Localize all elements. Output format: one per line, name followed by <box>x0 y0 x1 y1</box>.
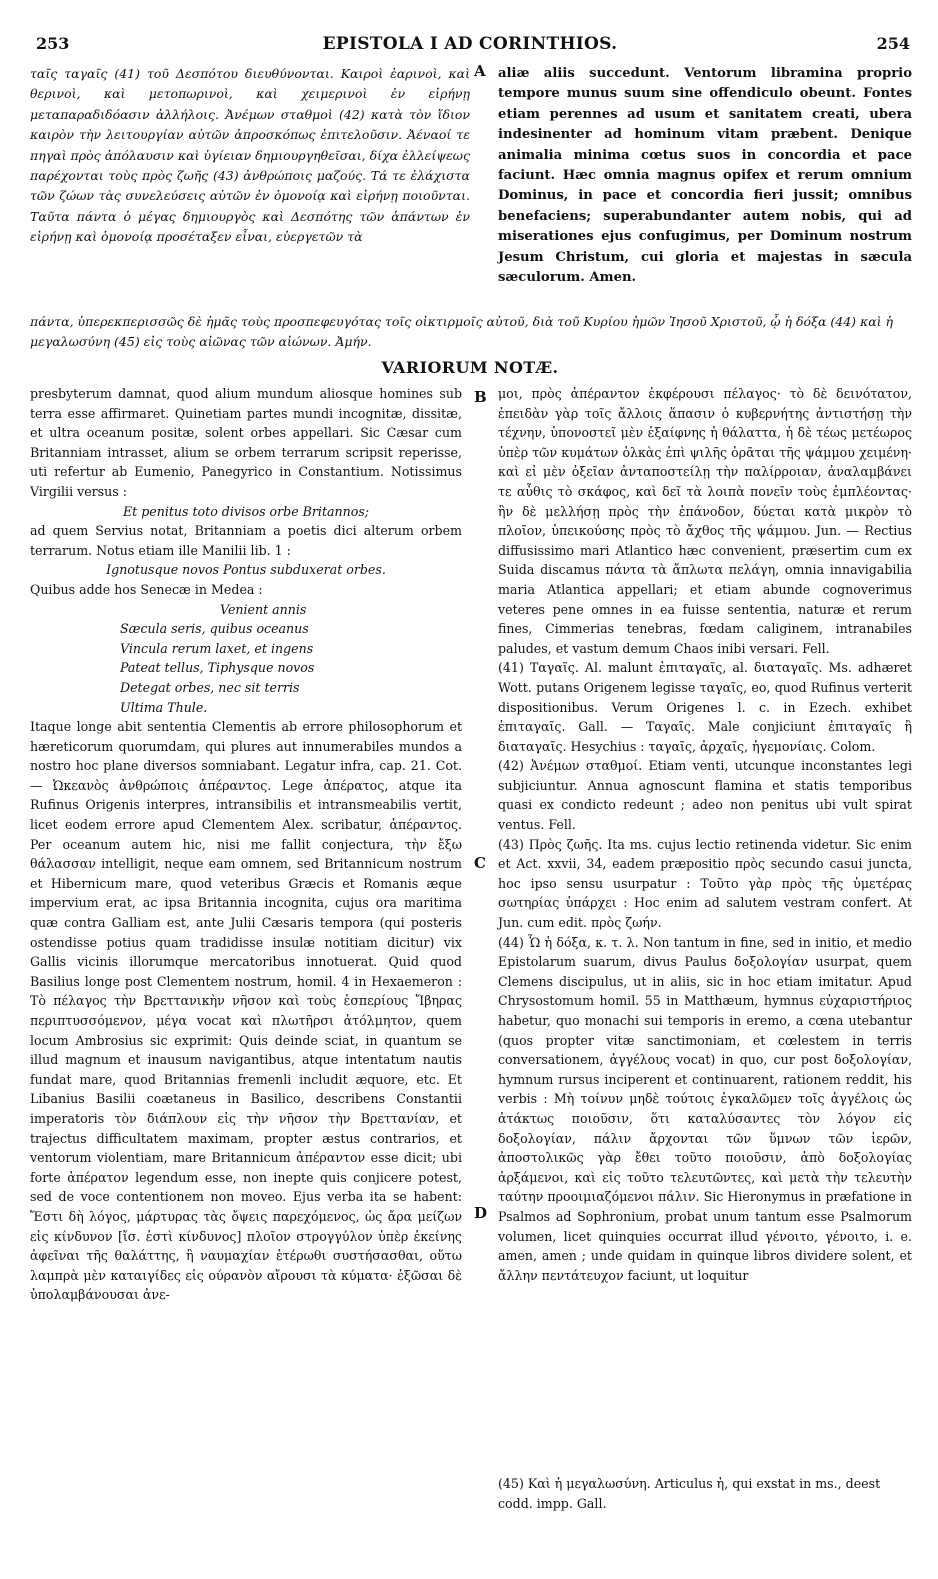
greek-text: ταῖς ταγαῖς (41) τοῦ Δεσπότου διευθύνονται. Καιροὶ ἐαρινοὶ, καὶ θερινοὶ, καὶ μετοπωρινοὶ, καὶ χειμερινοὶ ἐν εἰρήνῃ μεταπαραδιδόασιν ἀλλήλοις. Ἀνέμων σταθμοὶ (42) κατὰ τὸν ἴδιον καιρὸν τὴν λειτουργίαν αὐτῶν ἀπροσκόπως ἐπιτελοῦσιν. Ἀέναοί τε πηγαὶ πρὸς ἀπόλαυσιν καὶ ὑγίειαν δημιουργηθεῖσαι, δίχα ἐλλείψεως παρέχονται τοὺς πρὸς ζωῆς (43) ἀνθρώποις μαζούς. Τά τε ἐλάχιστα τῶν ζώων τὰς συνελεύσεις αὐτῶν ἐν ὁμονοίᾳ καὶ εἰρήνῃ ποιοῦνται. Ταῦτα πάντα ὁ μέγας δημιουργὸς καὶ Δεσπότης τῶν ἁπάντων ἐν εἰρήνῃ καὶ ὁμονοίᾳ προσέταξεν εἶναι, εὐεργετῶν τὰ <box>30 66 470 245</box>
variorum-notes <box>28 384 912 1554</box>
page-number-right: 254 <box>876 34 910 53</box>
note-paragraph: ad quem Servius notat, Britanniam a poetis dici alterum orbem terrarum. Notus etiam ille Manilii lib. 1 : <box>30 523 462 558</box>
verse-line: Sæcula seris, quibus oceanus <box>120 621 309 637</box>
margin-marker-a: A <box>474 62 486 80</box>
note-44: (44) Ὧ ἡ δόξα, κ. τ. λ. Non tantum in fine, sed in initio, et medio Epistolarum suarum, divus Paulus δοξολογίαν usurpat, quem Clemens discipulus, ut in aliis, sic in hoc etiam imitatur. Apud Chrysostomum homil. 55 in Matthæum, hymnus εὐχαριστήριος habetur, quo monachi sui temporis in eremo, a cœna utebantur (quos propter vitæ sanctimoniam, et cœlestem in terris conversationem, ἀγγέλους vocat) in quo, cur post δοξολογίαν, hymnum rursus inciperent et continuarent, rationem reddit, his verbis : Μὴ τοίνυν μηδὲ τούτοις ἐγκαλῶμεν τοῖς ἀγγέλοις ὡς ἀτάκτως ποιοῦσιν, ὅτι καταλύσαντες τὸν λόγον εἰς δοξολογίαν, πάλιν ἄρχονται τῶν ὕμνων τῶν ἱερῶν, ἀποστολικῶς γὰρ ἔθει τοῦτο ποιοῦσιν, ἀπὸ δοξολογίας ἀρξάμενοι, καὶ εἰς τοῦτο τελευτῶντες, καὶ μετὰ τὴν τελευτὴν ταύτην προοιμιαζόμενοι πάλιν. Sic Hieronymus in præfatione in Psalmos ad Sophronium, probat unum tantum esse Psalmorum volumen, licet quinquies occurrat illud γένοιτο, γένοιτο, i. e. amen, amen ; unde quidam in quinque libros dividere solent, et ἄλλην πεντάτευχον faciunt, ut loquitur <box>498 934 912 1283</box>
note-paragraph: μοι, πρὸς ἀπέραντον ἐκφέρουσι πέλαγος· τὸ δὲ δεινότατον, ἐπειδὰν γὰρ τοῖς ἄλλοις ἅπασιν ὁ κυβερνήτης ἀντιστήσῃ τὴν τέχνην, ὑπονοστεῖ μὲν ἐξαίφνης ἡ θάλαττα, ἡ δὲ τέως μετέωρος ὑπὲρ τῶν κυμάτων ὁλκὰς ἐπὶ ψιλῆς ὁρᾶται τῆς ψάμμου χειμένη· καὶ εἰ μὲν ὀξεῖαν ἀνταποστείλῃ τὴν παλίρροιαν, ἀναλαμβάνει τε αὖθις τὸ σκάφος, καὶ δεῖ τὰ λοιπὰ πονεῖν τοὺς ἐμπλέοντας· ἣν δὲ μελλήσῃ πρὸς τὴν ἐπάνοδον, δύεται κατὰ μικρὸν τὸ πλοῖον, ὑπεικούσης πρὸς τὸ ἄχθος τῆς ψάμμου. Jun. — Rectius diffusissimo mari Atlantico hæc convenient, præsertim cum ex Suida discamus πάντα τὰ ἄπλωτα πελάγη, omnia innavigabilia maria Atlantica appellari; et etiam abunde cognoverimus veteres pene omnes in ea fuisse sententia, naturæ et rerum fines, Cimmerias tenebras, fœdam caliginem, intranabiles paludes, et vastum demum Chaos inibi versari. Fell. <box>498 386 912 656</box>
note-43: (43) Πρὸς ζωῆς. Ita ms. cujus lectio retinenda videtur. Sic enim et Act. xxvii, 34, eadem præpositio πρὸς secundo casui juncta, hoc ipso sensu usurpatur : Τοῦτο γὰρ πρὸς τῆς ὑμετέρας σωτηρίας ὑπάρχει : Hoc enim ad salutem vestram confert. At Jun. cum edit. πρὸς ζωήν. <box>498 836 912 931</box>
main-text <box>28 64 912 352</box>
latin-text: aliæ aliis succedunt. Ventorum libramina proprio tempore munus suum sine offendiculo obeunt. Fontes etiam perennes ad usum et sanitatem creati, ubera indesinenter ad hominum vitam præbent. Denique animalia minima cœtus suos in concordia et pace faciunt. Hæc omnia magnus opifex et rerum omnium Dominus, in pace et concordia fieri jussit; omnibus benefaciens; superabundanter autem nobis, qui ad miserationes ejus confugimus, per Dominum nostrum Jesum Christum, cui gloria et majestas in sæcula sæculorum. Amen. <box>498 66 912 286</box>
note-paragraph: presbyterum damnat, quod alium mundum aliosque homines sub terra esse affirmaret. Quinetiam partes mundi incognitæ, dissitæ, et ultra oceanum positæ, solent orbes appellari. Sic Cæsar cum Britanniam intrasset, alium se orbem terrarum scripsit reperisse, uti refertur ab Eumenio, Panegyrico in Constantium. Notissimus Virgilii versus : <box>30 386 462 499</box>
verse-line: Ultima Thule. <box>120 699 208 715</box>
note-45: (45) Καὶ ἡ μεγαλωσύνη. Articulus ἡ, qui exstat in ms., deest codd. impp. Gall. <box>498 1476 881 1511</box>
note-42: (42) Ἀνέμων σταθμοί. Etiam venti, utcunque inconstantes legi subjiciuntur. Annua agnoscunt flamina et statis temporibus quasi ex condicto redeunt ; adeo non penitus ubi vult spirat ventus. Fell. <box>498 758 912 833</box>
note-paragraph: Quibus adde hos Senecæ in Medea : <box>30 581 263 597</box>
verse-line: Ignotusque novos Pontus subduxerat orbes. <box>106 562 386 578</box>
verse-line: Et penitus toto divisos orbe Britannos; <box>122 503 370 519</box>
margin-marker-d: D <box>474 1204 488 1222</box>
margin-marker-b: B <box>474 388 487 406</box>
verse-line: Detegat orbes, nec sit terris <box>120 679 300 695</box>
notes-left-column <box>30 384 462 1305</box>
margin-marker-c: C <box>474 854 486 872</box>
page-number-left: 253 <box>36 34 70 53</box>
verse-line: Vincula rerum laxet, et ingens <box>120 640 314 656</box>
greek-text-continued: πάντα, ὑπερεκπερισσῶς δὲ ἡμᾶς τοὺς προσπεφευγότας τοῖς οἰκτιρμοῖς αὐτοῦ, διὰ τοῦ Κυρίου ἡμῶν Ἰησοῦ Χριστοῦ, ᾧ ἡ δόξα (44) καὶ ἡ μεγαλωσύνη (45) εἰς τοὺς αἰῶνας τῶν αἰώνων. Ἀμήν. <box>30 314 894 350</box>
notes-right-column <box>498 384 912 1285</box>
note-41: (41) Ταγαῖς. Al. malunt ἐπιταγαῖς, al. διαταγαῖς. Ms. adhæret Wott. putans Origenem legisse ταγαῖς, eo, quod Rufinus verterit dispositionibus. Verum Origenes l. c. in Ezech. exhibet ἐπιταγαῖς. Gall. — Ταγαῖς. Male conjiciunt ἐπιταγαῖς ἢ διαταγαῖς. Hesychius : ταγαῖς, ἀρχαῖς, ἡγεμονίαις. Colom. <box>498 660 912 754</box>
verse-line: Venient annis <box>220 601 307 617</box>
running-head <box>28 30 912 56</box>
running-title: EPISTOLA I AD CORINTHIOS. <box>322 34 618 54</box>
note-paragraph: Itaque longe abit sententia Clementis ab errore philosophorum et hæreticorum quorumdam, qui plures aut innumerabiles mundos a nostro hoc plane diversos somniabant. Legatur infra, cap. 21. Cot. — Ὠκεανὸς ἀνθρώποις ἀπέραντος. Lege ἀπέρατος, atque ita Rufinus Origenis interpres, intransibilis et intransmeabilis vertit, licet eodem errore apud Clementem Alex. scribatur, ἀπέραντος. Per oceanum autem hic, nisi me fallit conjectura, τὴν ἔξω θάλασσαν intelligit, neque eam omnem, sed Britannicum nostrum et Hibernicum mare, quod veteribus Græcis et Romanis æque impervium erat, ac ipsa Britannia incognita, cujus ora maritima quæ contra Galliam est, ante Julii Cæsaris tempora (qui posteris ostendisse potius quam tradidisse insulæ notitiam dicitur) vix Gallis vicinis illorumque mercatoribus innotuerat. Quid quod Basilius longe post Clementem nostrum, homil. 4 in Hexaemeron : Τὸ πέλαγος τὴν Βρεττανικὴν νῆσον καὶ τοὺς ἑσπερίους Ἴβηρας περιπτυσσόμενον, μέγα vocat καὶ πλωτῆρσι ἀτόλμητον, quem locum Ambrosius sic exprimit: Quis deinde sciat, in quantum se illud magnum et inausum navigantibus, atque intentatum nautis fundat mare, quod Britannias fremenli includit æquore, etc. Et Libanius Basilii coætaneus in Basilico, describens Constantii imperatoris τὸν διάπλουν εἰς τὴν νῆσον τὴν Βρεττανίαν, et trajectus difficultatem maximam, propter æstus contrarios, et ventorum violentiam, mare Britannicum ἀπέραντον esse dicit; ubi forte ἀπέρατον legendum esse, non inepte quis conjicere potest, sed de voce contentionem non moveo. Ejus verba ita se habent: Ἔστι δὴ λόγος, μάρτυρας τὰς ὄψεις παρεχόμενος, ὡς ἄρα μείζων εἰς κίνδυνον [ἴσ. ἐστὶ κίνδυνος] πλοῖον στρογγύλον ὑπὲρ ἐκείνης ἀφεῖναι τῆς θαλάττης, ἢ ναυμαχίαν ἑτέρωθι συστήσασθαι, οὕτω λαμπρὰ μὲν καταιγίδες εἰς ούρανὸν αἴρουσι τὰ κύματα· ἐξῶσαι δὲ ὑπολαμβάνουσαι ἀνε- <box>30 719 462 1303</box>
verse-line: Pateat tellus, Tiphysque novos <box>120 660 315 676</box>
section-title: VARIORUM NOTÆ. <box>381 358 559 377</box>
